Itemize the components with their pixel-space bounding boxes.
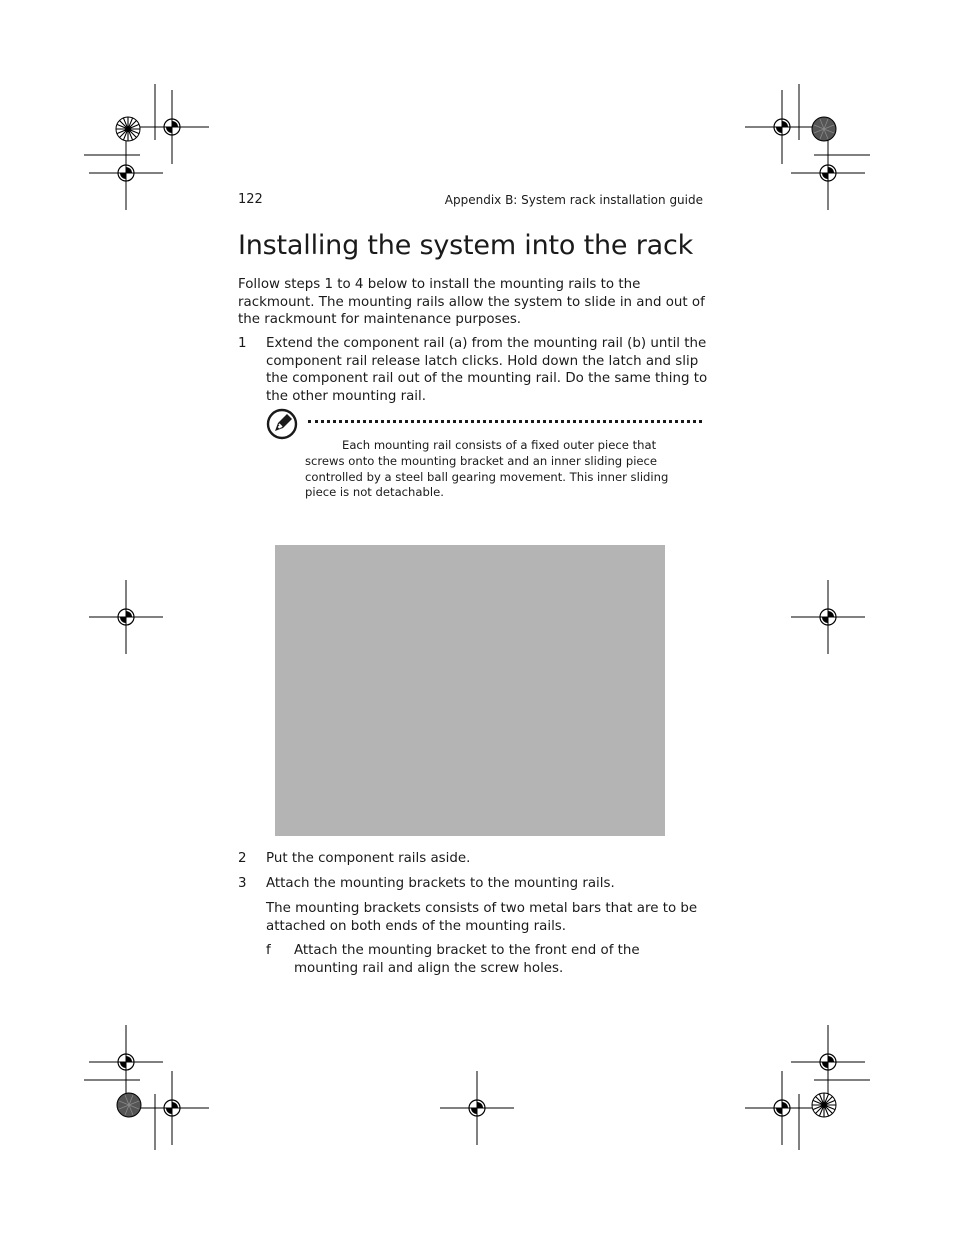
note-text: Each mounting rail consists of a fixed outer piece that screws onto the mounting bracket and an inner sliding piece controlled by a steel ball gearing movement. This inner sliding piece is not detachable.	[305, 438, 669, 500]
step-text: Attach the mounting brackets to the mounting rails.	[266, 876, 615, 891]
note-divider	[308, 420, 702, 423]
intro-paragraph: Follow steps 1 to 4 below to install the mounting rails to the rackmount. The mounting rails allow the system to slide in and out of the rackmount for maintenance purposes.	[238, 277, 705, 328]
page-number: 122	[238, 192, 263, 207]
step-text: Put the component rails aside.	[266, 851, 471, 866]
step-text: Extend the component rail (a) from the mounting rail (b) until the component rail release latch clicks. Hold down the latch and slip the component rail out of the mounting rail. Do the same thing to the other mounting rail.	[266, 336, 708, 404]
step-3-paragraph: The mounting brackets consists of two metal bars that are to be attached on both ends of the mounting rails.	[266, 901, 698, 934]
step-number: 1	[238, 336, 247, 351]
page-title: Installing the system into the rack	[238, 230, 694, 261]
step-number: 3	[238, 876, 247, 891]
substep-text: Attach the mounting bracket to the front end of the mounting rail and align the screw holes.	[294, 943, 640, 976]
pen-note-icon	[266, 408, 298, 440]
substep-marker: f	[266, 943, 271, 958]
running-header: Appendix B: System rack installation guide	[444, 193, 703, 207]
illustration-placeholder	[275, 545, 665, 836]
step-number: 2	[238, 851, 247, 866]
